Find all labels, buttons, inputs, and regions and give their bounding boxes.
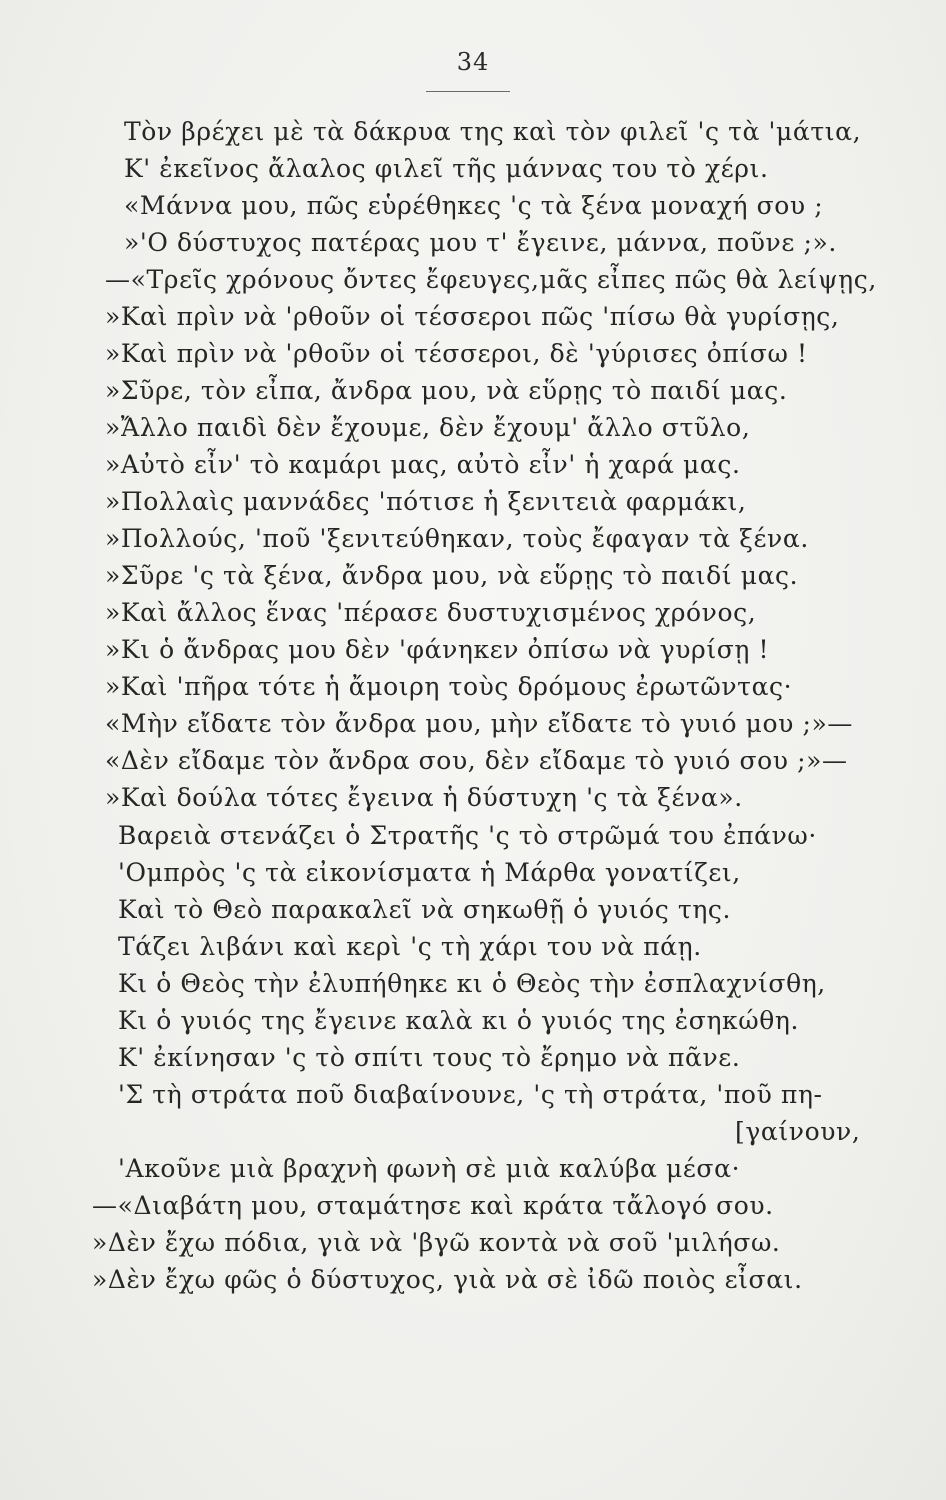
verse-line: —«Διαβάτη μου, σταμάτησε καὶ κράτα τἄλογό σου. (92, 1191, 774, 1220)
verse-line: «Μὴν εἴδατε τὸν ἄνδρα μου, μὴν εἴδατε τὸ γυιό μου ;»— (105, 709, 854, 738)
verse-line: Κι ὁ Θεὸς τὴν ἐλυπήθηκε κι ὁ Θεὸς τὴν ἐσπλαχνίσθη, (118, 969, 826, 998)
verse-line: «Δὲν εἴδαμε τὸν ἄνδρα σου, δὲν εἴδαμε τὸ γυιό σου ;»— (105, 746, 848, 775)
verse-line: 'Ακοῦνε μιὰ βραχνὴ φωνὴ σὲ μιὰ καλύβα μέσα· (118, 1154, 741, 1183)
verse-line: »Αὐτὸ εἶν' τὸ καμάρι μας, αὐτὸ εἶν' ἡ χαρά μας. (105, 450, 741, 479)
verse-line: Καὶ τὸ Θεὸ παρακαλεῖ νὰ σηκωθῇ ὁ γυιός της. (118, 895, 732, 924)
verse-line: »Δὲν ἔχω πόδια, γιὰ νὰ 'βγῶ κοντὰ νὰ σοῦ 'μιλήσω. (92, 1228, 781, 1257)
verse-line: »Δὲν ἔχω φῶς ὁ δύστυχος, γιὰ νὰ σὲ ἰδῶ ποιὸς εἶσαι. (92, 1265, 803, 1294)
verse-line: »Ἄλλο παιδὶ δὲν ἔχουμε, δὲν ἔχουμ' ἄλλο στῦλο, (105, 413, 751, 442)
verse-line: 'Ομπρὸς 'ς τὰ εἰκονίσματα ἡ Μάρθα γονατίζει, (118, 858, 741, 887)
verse-line: »Καὶ πρὶν νὰ 'ρθοῦν οἱ τέσσεροι πῶς 'πίσω θὰ γυρίσῃς, (105, 302, 840, 331)
verse-line: »Καὶ 'πῆρα τότε ἡ ἄμοιρη τοὺς δρόμους ἐρωτῶντας· (105, 672, 793, 701)
verse-line: »Σῦρε, τὸν εἶπα, ἄνδρα μου, νὰ εὕρῃς τὸ παιδί μας. (105, 376, 788, 405)
verse-line: Κ' ἐκίνησαν 'ς τὸ σπίτι τους τὸ ἔρημο νὰ πᾶνε. (118, 1043, 741, 1072)
verse-line: 'Σ τὴ στράτα ποῦ διαβαίνουνε, 'ς τὴ στράτα, 'ποῦ πη- (118, 1080, 823, 1109)
verse-line: Κι ὁ γυιός της ἔγεινε καλὰ κι ὁ γυιός της ἐσηκώθη. (118, 1006, 800, 1035)
verse-line: »Κι ὁ ἄνδρας μου δὲν 'φάνηκεν ὀπίσω νὰ γυρίσῃ ! (105, 635, 770, 664)
verse-line-continuation: [γαίνουν, (735, 1117, 861, 1146)
verse-line: Βαρειὰ στενάζει ὁ Στρατῆς 'ς τὸ στρῶμά του ἐπάνω· (118, 821, 817, 850)
verse-line: »Σῦρε 'ς τὰ ξένα, ἄνδρα μου, νὰ εὕρῃς τὸ παιδί μας. (105, 561, 799, 590)
verse-line: »Πολλούς, 'ποῦ 'ξενιτεύθηκαν, τοὺς ἔφαγαν τὰ ξένα. (105, 524, 809, 553)
verse-line: Τάζει λιβάνι καὶ κερὶ 'ς τὴ χάρι του νὰ πάῃ. (118, 932, 702, 961)
verse-line: »Καὶ δούλα τότες ἔγεινα ἡ δύστυχη 'ς τὰ ξένα». (105, 783, 743, 812)
verse-line: «Μάννα μου, πῶς εὑρέθηκες 'ς τὰ ξένα μοναχή σου ; (124, 191, 824, 220)
verse-line: »Πολλαὶς μαννάδες 'πότισε ἡ ξενιτειὰ φαρμάκι, (105, 487, 747, 516)
verse-line: »'Ο δύστυχος πατέρας μου τ' ἔγεινε, μάννα, ποῦνε ;». (124, 228, 837, 257)
verse-line: »Καὶ πρὶν νὰ 'ρθοῦν οἱ τέσσεροι, δὲ 'γύρισες ὀπίσω ! (105, 339, 808, 368)
page-number: 34 (456, 48, 490, 76)
verse-line: —«Τρεῖς χρόνους ὄντες ἔφευγες,μᾶς εἶπες πῶς θὰ λείψῃς, (105, 265, 877, 294)
verse-line: Τὸν βρέχει μὲ τὰ δάκρυα της καὶ τὸν φιλεῖ 'ς τὰ 'μάτια, (124, 117, 862, 146)
verse-line: »Καὶ ἄλλος ἕνας 'πέρασε δυστυχισμένος χρόνος, (105, 598, 757, 627)
verse-line: Κ' ἐκεῖνος ἄλαλος φιλεῖ τῆς μάννας του τὸ χέρι. (124, 154, 769, 183)
